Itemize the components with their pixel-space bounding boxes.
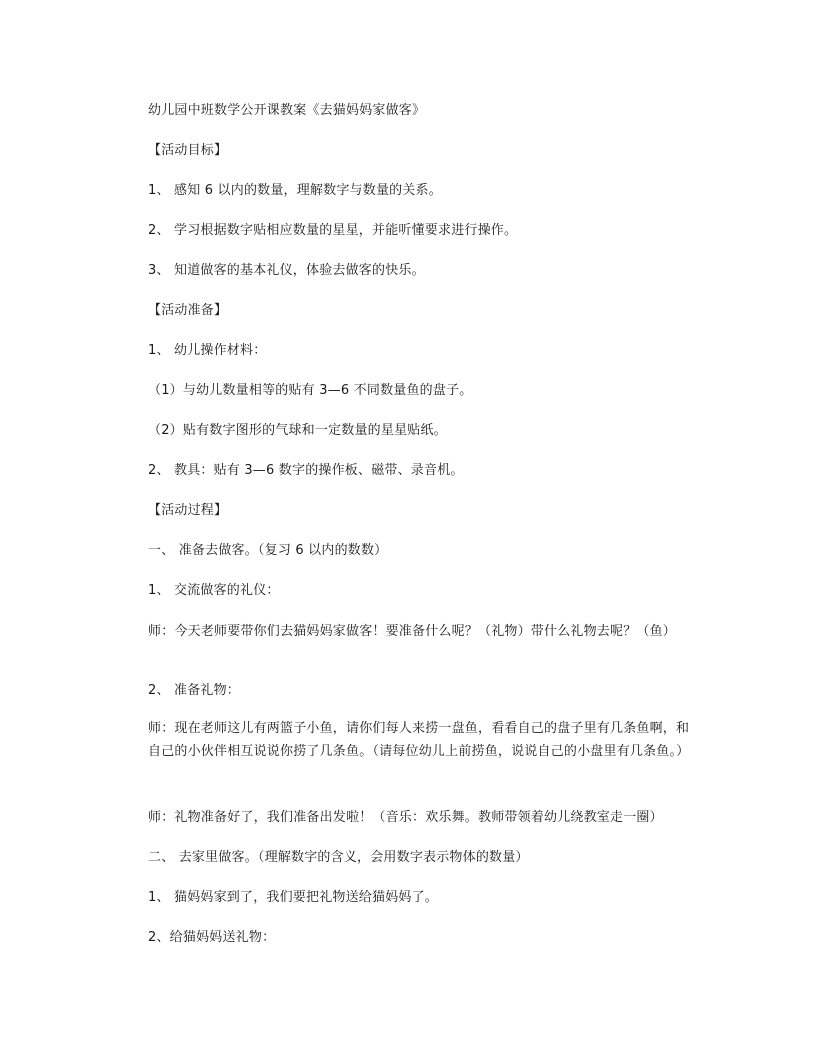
process-step-1-3-text: 师：礼物准备好了，我们准备出发啦！（音乐：欢乐舞。教师带领着幼儿绕教室走一圈） xyxy=(148,810,663,825)
process-step-2-1: 1、 猫妈妈家到了，我们要把礼物送给猫妈妈了。 xyxy=(148,890,439,905)
section-heading-goals: 【活动目标】 xyxy=(148,143,228,158)
goal-item-3: 3、 知道做客的基本礼仪，体验去做客的快乐。 xyxy=(148,263,425,278)
process-step-1-2-text: 师：现在老师这儿有两篮子小鱼，请你们每人来捞一盘鱼，看看自己的盘子里有几条鱼啊，和自己的小伙伴相互说说你捞了几条鱼。（请每位幼儿上前捞鱼，说说自己的小盘里有几条鱼。） xyxy=(148,721,690,759)
process-step-1-1-text: 师：今天老师要带你们去猫妈妈家做客！要准备什么呢？（礼物）带什么礼物去呢？（鱼） xyxy=(148,624,677,639)
process-step-1-2: 2、 准备礼物： xyxy=(148,683,241,698)
process-step-2: 二、 去家里做客。（理解数字的含义，会用数字表示物体的数量） xyxy=(148,850,529,865)
prep-item-1: 1、 幼儿操作材料： xyxy=(148,343,267,358)
document-title: 幼儿园中班数学公开课教案《去猫妈妈家做客》 xyxy=(148,103,426,118)
prep-subitem-2: （2）贴有数字图形的气球和一定数量的星星贴纸。 xyxy=(148,423,447,438)
goal-item-2: 2、 学习根据数字贴相应数量的星星，并能听懂要求进行操作。 xyxy=(148,223,518,238)
process-step-1: 一、 准备去做客。（复习 6 以内的数数） xyxy=(148,543,388,558)
section-heading-prep: 【活动准备】 xyxy=(148,303,228,318)
goal-item-1: 1、 感知 6 以内的数量，理解数字与数量的关系。 xyxy=(148,183,442,198)
prep-item-2: 2、 教具：贴有 3—6 数字的操作板、磁带、录音机。 xyxy=(148,463,464,478)
prep-subitem-1: （1）与幼儿数量相等的贴有 3—6 不同数量鱼的盘子。 xyxy=(148,383,473,398)
process-step-2-2: 2、给猫妈妈送礼物： xyxy=(148,930,276,945)
section-heading-process: 【活动过程】 xyxy=(148,503,228,518)
process-step-1-1: 1、 交流做客的礼仪： xyxy=(148,583,280,598)
